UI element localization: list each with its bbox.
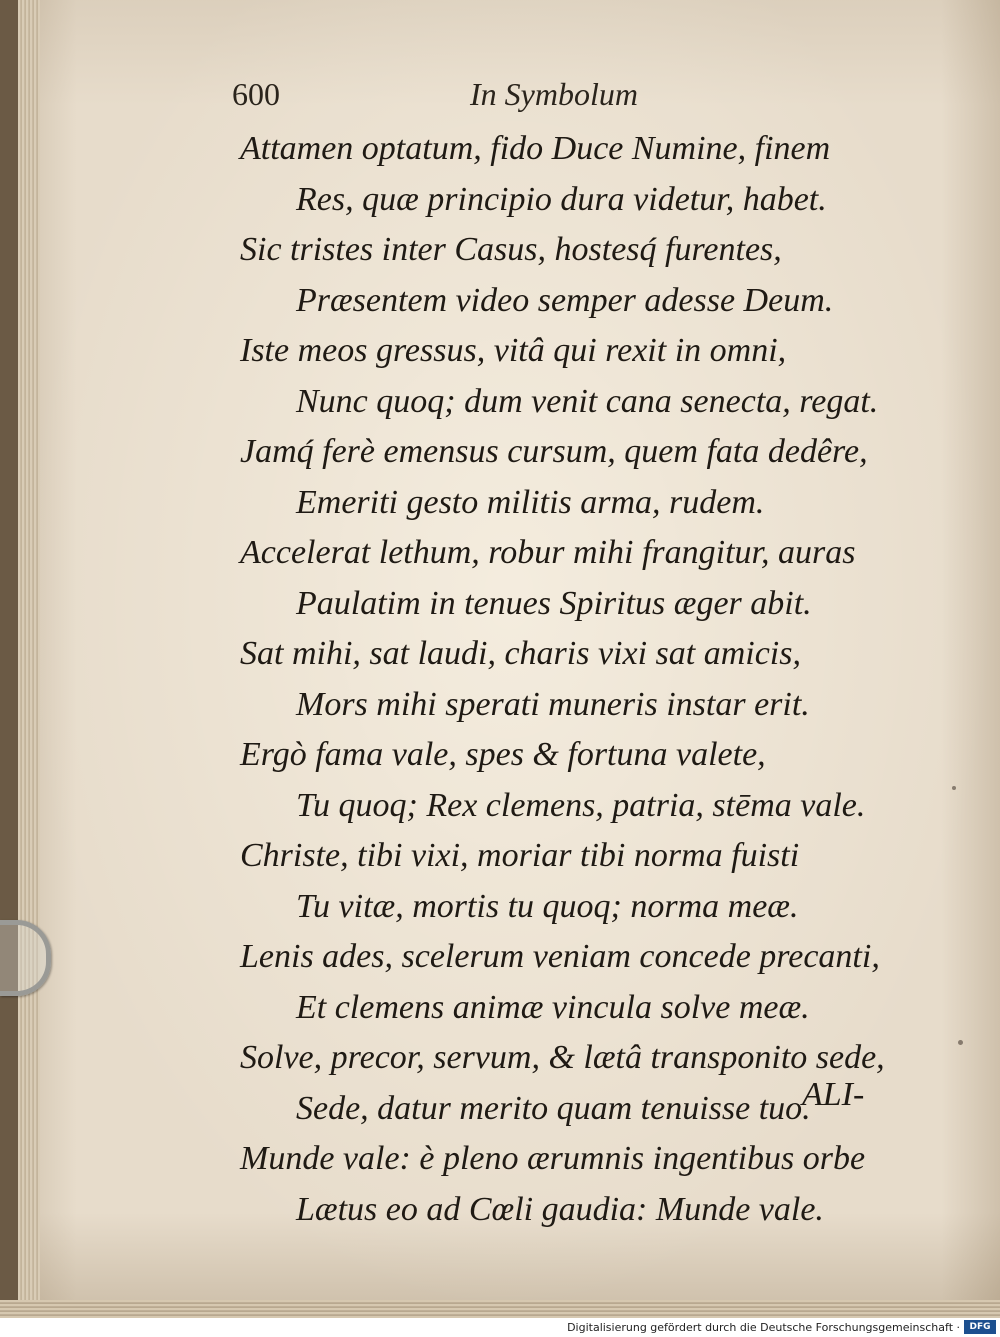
verse-line: Iste meos gressus, vitâ qui rexit in omni,: [240, 332, 787, 369]
verse-line: Sede, datur merito quam tenuisse tuo.: [296, 1089, 811, 1127]
page-edges-bottom: [0, 1300, 1000, 1318]
verse-line: Sat mihi, sat laudi, charis vixi sat amicis,: [240, 635, 801, 672]
verse-line: Sic tristes inter Casus, hostesq́ furentes,: [240, 231, 782, 268]
dfg-logo: DFG: [964, 1320, 996, 1334]
verse-line: Tu vitæ, mortis tu quoq; norma meæ.: [296, 887, 799, 925]
running-head: [0, 76, 1000, 116]
verse-line: Tu quoq; Rex clemens, patria, stēma vale.: [296, 786, 866, 824]
verse-line: Lenis ades, scelerum veniam concede precanti,: [240, 938, 880, 975]
verse-line: Accelerat lethum, robur mihi frangitur, auras: [240, 534, 856, 571]
running-title: In Symbolum: [470, 76, 638, 112]
verse-line: Ergò fama vale, spes & fortuna valete,: [240, 736, 766, 773]
digitization-footer: [0, 1318, 1000, 1337]
verse-line: Paulatim in tenues Spiritus æger abit.: [296, 584, 812, 622]
verse-line: Solve, precor, servum, & lætâ transponito sede,: [240, 1039, 885, 1076]
verse-line: Emeriti gesto militis arma, rudem.: [296, 483, 765, 521]
verse-block: [0, 124, 1000, 1235]
verse-line: Res, quæ principio dura videtur, habet.: [296, 180, 827, 218]
verse-line: Nunc quoq; dum venit cana senecta, regat.: [296, 382, 879, 420]
verse-line: Attamen optatum, fido Duce Numine, finem: [240, 130, 831, 167]
verse-line: Munde vale: è pleno ærumnis ingentibus orbe: [240, 1140, 866, 1177]
verse-line: Jamq́ ferè emensus cursum, quem fata dedêre,: [240, 433, 868, 470]
verse-line: Præsentem video semper adesse Deum.: [296, 281, 834, 319]
verse-line: Et clemens animæ vincula solve meæ.: [296, 988, 810, 1026]
verse-line: Christe, tibi vixi, moriar tibi norma fuisti: [240, 837, 800, 874]
catchword: ALI-: [802, 1076, 865, 1113]
page-number: 600: [232, 76, 280, 112]
verse-line: Lætus eo ad Cœli gaudia: Munde vale.: [296, 1190, 824, 1228]
verse-line: Mors mihi sperati muneris instar erit.: [296, 685, 810, 723]
funding-credit: Digitalisierung gefördert durch die Deutsche Forschungsgemeinschaft ·: [567, 1321, 960, 1334]
